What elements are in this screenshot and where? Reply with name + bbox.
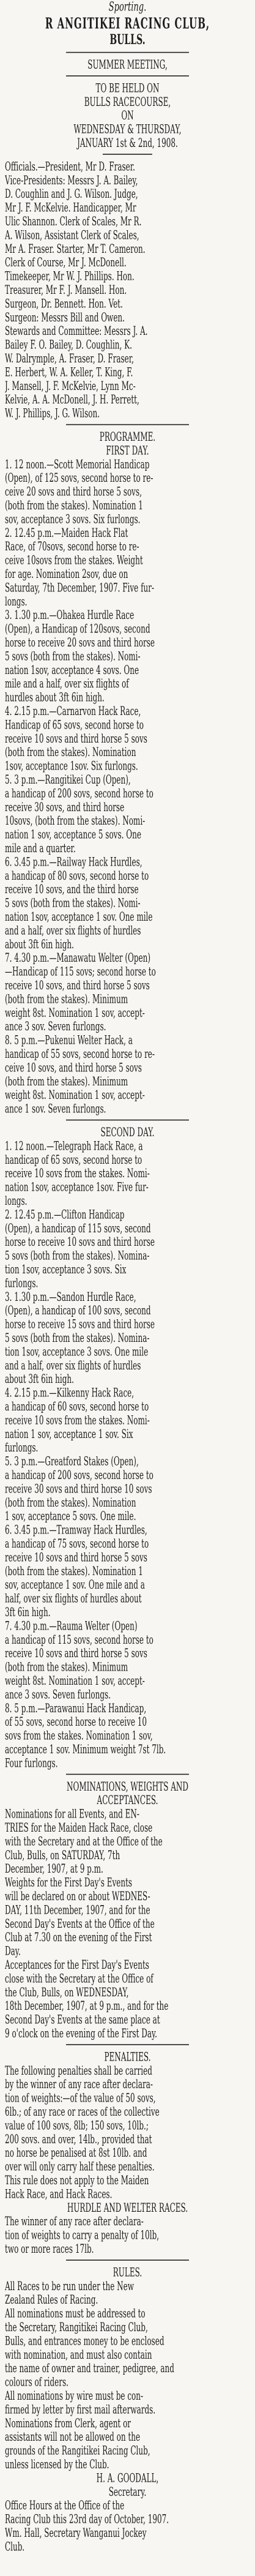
text-line: Nominations for all Events, and EN- xyxy=(5,1807,139,1821)
text-line: Officials.—President, Mr D. Fraser. xyxy=(5,159,135,174)
text-line: BULLS. xyxy=(109,32,146,48)
text-line: (Open), a Handicap of 120sovs, second xyxy=(5,622,150,636)
text-line: (both from the stakes). Minimum xyxy=(5,1074,128,1088)
text-line: nation 1sov, acceptance 1sov. Five fur- xyxy=(5,1180,149,1194)
text-line: sov, acceptance 3 sovs. Six furlongs. xyxy=(5,512,141,526)
text-line: Wm. Hall, Secretary Wanganui Jockey xyxy=(5,2526,147,2540)
text-line: longs. xyxy=(5,1194,28,1208)
text-line: receive 10 sovs, and third horse 5 sovs xyxy=(5,978,150,992)
text-line: H. A. GOODALL, xyxy=(96,2471,159,2485)
text-line: HURDLE AND WELTER RACES. xyxy=(67,2201,188,2215)
text-line: SUMMER MEETING, xyxy=(87,58,168,72)
text-line: 5 sovs (both from the stakes). Nomina- xyxy=(5,1249,150,1263)
text-line: tion of weights to carry a penalty of 10lb, xyxy=(5,2228,160,2242)
text-line: All nominations by wire must be con- xyxy=(5,2389,144,2403)
text-line: D. Coughlin and J. G. Wilson. Judge, xyxy=(5,187,138,201)
text-line: tion of weights:—of the value of 50 sovs, xyxy=(5,2091,156,2105)
text-line: —Handicap of 115 sovs; second horse to xyxy=(5,965,156,979)
text-line: Mr A. Fraser. Starter, Mr T. Cameron. xyxy=(5,242,146,256)
text-line: 6lb.; of any race or races of the collective xyxy=(5,2105,160,2119)
text-line: and a half, over six flights of hurdles xyxy=(5,923,141,938)
text-line: 7. 4.30 p.m.—Manawatu Welter (Open) xyxy=(5,951,151,965)
text-line: nation 1 sov, acceptance 1 sov. Six xyxy=(5,1427,133,1441)
text-line: will be declared on or about WEDNES- xyxy=(5,1889,150,1903)
text-line: receive 10 sovs and third horse 5 sovs xyxy=(5,732,147,746)
divider-rule xyxy=(5,2256,250,2266)
text-line: W. J. Phillips, J. G. Wilson. xyxy=(5,406,100,421)
text-line: 5. 3 p.m.—Rangitikei Cup (Open), xyxy=(5,773,131,787)
text-line: weight 8st. Nomination 1 sov, accept- xyxy=(5,1006,145,1020)
text-line: (both from the stakes). Nomination xyxy=(5,745,136,759)
text-line: hurdles about 3ft 6in high. xyxy=(5,691,105,705)
text-line: R ANGITIKEI RACING CLUB, xyxy=(45,15,210,32)
text-line: A. Wilson, Assistant Clerk of Scales, xyxy=(5,228,139,242)
text-line: the Club, Bulls, on WEDNESDAY, xyxy=(5,1985,129,1999)
text-line: 4. 2.15 p.m.—Carnarvon Hack Race, xyxy=(5,704,141,718)
text-line: RULES. xyxy=(113,2265,142,2280)
divider-rule xyxy=(5,1115,250,1125)
text-line: with the Secretary and at the Office of the xyxy=(5,1834,163,1849)
column-text xyxy=(5,0,250,2553)
text-line: acceptance 1 sov. Minimum weight 7st 7lb. xyxy=(5,1742,166,1756)
text-line: Acceptances for the First Day's Events xyxy=(5,1958,149,1972)
text-line: unless licensed by the Club. xyxy=(5,2457,109,2471)
text-line: 4. 2.15 p.m.—Kilkenny Hack Race, xyxy=(5,1386,135,1400)
text-line: The following penalties shall be carried xyxy=(5,2064,152,2078)
text-line: Secretary. xyxy=(108,2485,147,2499)
text-line: Handicap of 65 sovs, second horse to xyxy=(5,717,144,732)
text-line: ACCEPTANCES. xyxy=(97,1793,158,1807)
text-line: grounds of the Rangitikei Racing Club, xyxy=(5,2444,150,2458)
text-line: 8. 5 p.m.—Parawanui Hack Handicap, xyxy=(5,1701,147,1715)
text-line: (both from the stakes). Nomination 1 xyxy=(5,498,143,512)
text-line: The winner of any race after declara- xyxy=(5,2214,144,2228)
text-line: PROGRAMME. xyxy=(99,430,156,444)
text-line: Second Day's Events at the Office of the xyxy=(5,1917,155,1931)
divider-rule xyxy=(5,150,250,160)
text-line: weight 8st. Nomination 1 sov, accept- xyxy=(5,1674,145,1688)
text-line: Office Hours at the Office of the xyxy=(5,2498,125,2512)
text-line: for age. Nomination 2sov, due on xyxy=(5,567,128,581)
text-line: Mr J. F. McKelvie. Handicapper, Mr xyxy=(5,201,136,215)
text-line: 3ft 6in high. xyxy=(5,1605,51,1619)
text-line: receive 30 sovs, and third horse xyxy=(5,800,125,814)
text-line: 9 o'clock on the evening of the First Day. xyxy=(5,2026,157,2040)
text-line: horse to receive 20 sovs and third horse xyxy=(5,635,155,650)
text-line: nation 1sov, acceptance 4 sovs. One xyxy=(5,663,139,677)
text-line: 7. 4.30 p.m.—Rauma Welter (Open) xyxy=(5,1619,138,1633)
text-line: 5 sovs (both from the stakes). Nomi- xyxy=(5,649,141,664)
text-line: colours of riders. xyxy=(5,2375,68,2389)
text-line: mile and a half, over six flights of xyxy=(5,676,129,691)
text-line: Four furlongs. xyxy=(5,1756,58,1770)
text-line: 6. 3.45 p.m.—Railway Hack Hurdles, xyxy=(5,855,142,869)
text-line: 2. 12.45 p.m.—Clifton Handicap xyxy=(5,1207,125,1222)
text-line: no horse be penalised at 8st 10lb. and xyxy=(5,2146,147,2160)
text-line: a handicap of 115 sovs, second horse to xyxy=(5,1633,153,1647)
text-line: BULLS RACECOURSE, xyxy=(84,95,171,109)
text-line: tion 1sov, acceptance 3 sovs. Six xyxy=(5,1262,127,1276)
text-line: over will only carry half these penalties. xyxy=(5,2160,155,2174)
text-line: Surgeon: Messrs Bill and Owen. xyxy=(5,310,125,324)
text-line: ceive 10sovs from the stakes. Weight xyxy=(5,553,143,567)
text-line: All nominations must be addressed to xyxy=(5,2307,146,2321)
text-line: two or more races 17lb. xyxy=(5,2242,94,2256)
text-line: Race, of 70sovs, second horse to re- xyxy=(5,539,139,553)
text-line: a handicap of 60 sovs, second horse to xyxy=(5,1399,149,1413)
text-line: 18th December, 1907, at 9 p.m., and for the xyxy=(5,1999,169,2013)
text-line: with nomination, and must also contain xyxy=(5,2348,152,2362)
text-line: 8. 5 p.m.—Pukenui Welter Hack, a xyxy=(5,1033,133,1047)
text-line: handicap of 65 sovs, second horse to xyxy=(5,1153,142,1167)
text-line: 1. 12 noon.—Scott Memorial Handicap xyxy=(5,457,150,471)
text-line: a handicap of 75 sovs, second horse to xyxy=(5,1537,149,1551)
text-line: ance 1 sov. Seven furlongs. xyxy=(5,1102,106,1116)
text-line: Nominations from Clerk, agent or xyxy=(5,2416,131,2430)
text-line: and a half, over six flights of hurdles xyxy=(5,1358,141,1372)
text-line: Weights for the First Day's Events xyxy=(5,1876,133,1890)
text-line: TO BE HELD ON xyxy=(95,81,160,95)
text-line: Bulls, and entrances money to be enclosed xyxy=(5,2334,164,2348)
text-line: This rule does not apply to the Maiden xyxy=(5,2173,149,2187)
text-line: (Open), of 125 sovs, second horse to re- xyxy=(5,471,153,485)
text-line: firmed by letter by first mail afterwards. xyxy=(5,2402,156,2417)
text-line: Club, Bulls, on SATURDAY, 7th xyxy=(5,1848,120,1862)
text-line: Kelvie, A. A. McDonell, J. H. Perrett, xyxy=(5,392,139,406)
text-line: PENALTIES. xyxy=(104,2050,151,2064)
text-line: Stewards and Committee: Messrs J. A. xyxy=(5,324,148,338)
text-line: 5 sovs (both from the stakes). Nomina- xyxy=(5,1331,150,1345)
text-line: tion 1sov, acceptance 3 sovs. One mile xyxy=(5,1344,149,1359)
text-line: receive 30 sovs and third horse 10 sovs xyxy=(5,1481,152,1496)
text-line: about 3ft 6in high. xyxy=(5,937,74,951)
text-line: of 55 sovs, second horse to receive 10 xyxy=(5,1715,147,1729)
text-line: horse to receive 15 sovs and third horse xyxy=(5,1317,155,1331)
text-line: SECOND DAY. xyxy=(100,1125,155,1139)
text-line: (both from the stakes). Minimum xyxy=(5,1660,128,1674)
text-line: about 3ft 6in high. xyxy=(5,1372,74,1386)
text-line: Zealand Rules of Racing. xyxy=(5,2293,98,2307)
text-line: ceive 10 sovs, and third horse 5 sovs xyxy=(5,1060,142,1075)
text-line: 6. 3.45 p.m.—Tramway Hack Hurdles, xyxy=(5,1523,147,1537)
section-title: Sporting. xyxy=(108,0,147,15)
text-line: mile and a quarter. xyxy=(5,841,76,855)
text-line: J. Mansell, J. F. McKelvie, Lynn Mc- xyxy=(5,379,136,393)
text-line: receive 10 sovs from the stakes. Nomi- xyxy=(5,1413,150,1428)
text-line: (Open), a handicap of 100 sovs, second xyxy=(5,1303,151,1317)
text-line: receive 10 sovs and third horse 5 sovs xyxy=(5,1550,147,1565)
text-line: ance 3 sovs. Seven furlongs. xyxy=(5,1687,111,1702)
text-line: receive 10 sovs, and the third horse xyxy=(5,882,139,896)
text-line: close with the Secretary at the Office of xyxy=(5,1971,153,1986)
text-line: by the winner of any race after declara- xyxy=(5,2077,153,2091)
text-line: DAY, 11th December, 1907, and for the xyxy=(5,1903,150,1917)
text-line: 3. 1.30 p.m.—Ohakea Hurdle Race xyxy=(5,608,135,622)
text-line: a handicap of 80 sovs, second horse to xyxy=(5,869,149,883)
text-line: Club. xyxy=(5,2539,25,2554)
text-line: December, 1907, at 9 p.m. xyxy=(5,1862,103,1876)
text-line: value of 100 sovs, 8lb; 150 sovs, 10lb.; xyxy=(5,2118,149,2133)
advertisement-body xyxy=(5,16,250,2554)
text-line: assistants will not be allowed on the xyxy=(5,2430,141,2444)
divider-rule xyxy=(5,48,250,58)
text-line: longs. xyxy=(5,594,28,608)
text-line: Racing Club this 23rd day of October, 1907. xyxy=(5,2512,169,2526)
text-line: 1. 12 noon.—Telegraph Hack Race, a xyxy=(5,1139,143,1153)
text-line: Saturday, 7th December, 1907. Five fur- xyxy=(5,580,155,595)
text-line: the Secretary, Rangitikei Racing Club, xyxy=(5,2320,148,2334)
text-line: weight 8st. Nomination 1 sov, accept- xyxy=(5,1088,145,1102)
text-line: half, over six flights of hurdles about xyxy=(5,1592,142,1606)
text-line: ON xyxy=(121,108,134,122)
text-line: 200 sovs. and over, 14lb., provided that xyxy=(5,2132,152,2146)
divider-rule xyxy=(5,1770,250,1780)
text-line: TRIES for the Maiden Hack Race, close xyxy=(5,1821,153,1835)
text-line: 3. 1.30 p.m.—Sandon Hurdle Race, xyxy=(5,1290,136,1304)
text-line: (both from the stakes). Nomination xyxy=(5,1496,136,1510)
text-line: E. Herbert, W. A. Keller, T. King, F. xyxy=(5,365,133,380)
text-line: 1 sov, acceptance 5 sovs. One mile. xyxy=(5,1509,136,1523)
text-line: receive 10 sovs and third horse 5 sovs xyxy=(5,1646,147,1660)
divider-rule xyxy=(5,2040,250,2050)
text-line: Bailey F. O. Bailey, D. Coughlin, K. xyxy=(5,338,132,352)
text-line: Hack Race, and Hack Races. xyxy=(5,2187,113,2201)
text-line: Ulic Shannon. Clerk of Scales, Mr R. xyxy=(5,214,142,228)
text-line: Club at 7.30 on the evening of the First xyxy=(5,1930,152,1944)
text-line: Day. xyxy=(5,1944,21,1958)
text-line: furlongs. xyxy=(5,1276,39,1290)
text-line: (both from the stakes). Nomination 1 xyxy=(5,1564,143,1578)
text-line: JANUARY 1st & 2nd, 1908. xyxy=(77,136,178,150)
text-line: W. Dalrymple, A. Fraser, D. Fraser, xyxy=(5,351,134,365)
text-line: 5 sovs (both from the stakes). Nomi- xyxy=(5,896,141,910)
text-line: NOMINATIONS, WEIGHTS AND xyxy=(66,1780,189,1794)
text-line: (Open), a handicap of 115 sovs, second xyxy=(5,1221,151,1235)
text-line: FIRST DAY. xyxy=(106,443,149,458)
text-line: Treasurer, Mr F. J. Mansell. Hon. xyxy=(5,283,127,297)
text-line: WEDNESDAY & THURSDAY, xyxy=(73,122,182,137)
text-line: handicap of 55 sovs, second horse to re- xyxy=(5,1047,155,1061)
text-line: furlongs. xyxy=(5,1440,39,1455)
text-line: Second Day's Events at the same place at xyxy=(5,2013,160,2027)
text-line: sov, acceptance 1 sov. One mile and a xyxy=(5,1578,145,1592)
text-line: 1sov, acceptance 1sov. Six furlongs. xyxy=(5,759,138,773)
text-line: horse to receive 10 sovs and third horse xyxy=(5,1235,155,1249)
text-line: 5. 3 p.m.—Greatford Stakes (Open), xyxy=(5,1455,139,1469)
text-line: All Races to be run under the New xyxy=(5,2279,135,2293)
text-line: a handicap of 200 sovs, second horse to xyxy=(5,1468,153,1482)
text-line: (both from the stakes). Minimum xyxy=(5,992,128,1006)
text-line: sovs from the stakes. Nomination 1 sov, xyxy=(5,1729,153,1743)
text-line: nation 1 sov, acceptance 5 sovs. One xyxy=(5,828,141,842)
text-line: Surgeon, Dr. Bennett. Hon. Vet. xyxy=(5,296,123,311)
text-line: ance 3 sov. Seven furlongs. xyxy=(5,1019,106,1033)
text-line: Clerk of Course, Mr J. McDonell. xyxy=(5,255,127,269)
text-line: nation 1sov, acceptance 1 sov. One mile xyxy=(5,910,153,924)
text-line: Timekeeper, Mr W. J. Phillips. Hon. xyxy=(5,269,135,283)
divider-rule xyxy=(5,72,250,81)
text-line: receive 10 sovs from the stakes. Nomi- xyxy=(5,1166,150,1180)
text-line: 10sovs, (both from the stakes). Nomi- xyxy=(5,814,146,828)
text-line: a handicap of 200 sovs, second horse to xyxy=(5,786,153,801)
text-line: Vice-Presidents: Messrs J. A. Bailey, xyxy=(5,173,138,187)
text-line: the name of owner and trainer, pedigree, and xyxy=(5,2361,174,2375)
text-line: 2. 12.45 p.m.—Maiden Hack Flat xyxy=(5,526,128,540)
text-line: ceive 20 sovs and third horse 5 sovs, xyxy=(5,485,142,499)
divider-rule xyxy=(5,420,250,430)
